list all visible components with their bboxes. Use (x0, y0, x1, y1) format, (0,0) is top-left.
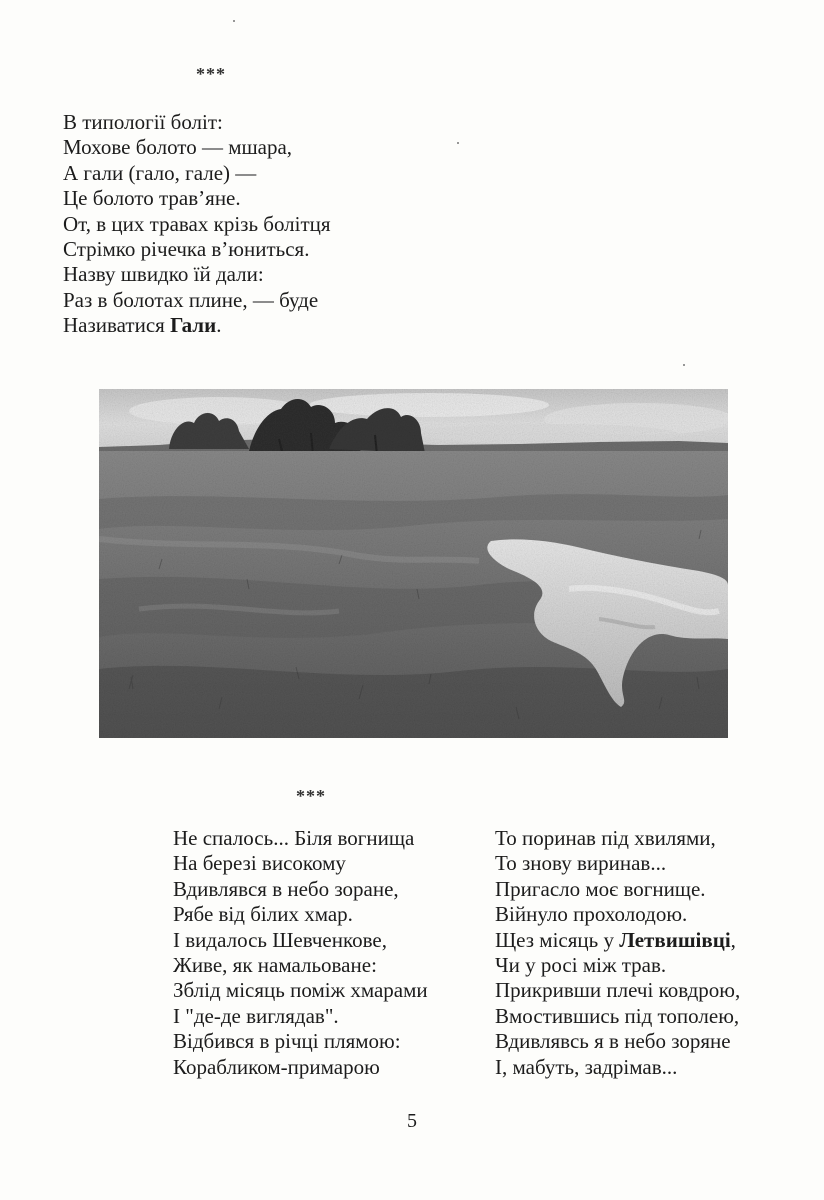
scan-speck (683, 364, 685, 366)
poem-line: Вдивлявся в небо зоране, (173, 876, 399, 901)
poem-line-text: . (216, 313, 222, 338)
poem-line: Вмостившись під тополею, (495, 1003, 740, 1028)
poem-line: Війнуло прохолодою. (495, 902, 688, 927)
section-separator: *** (296, 786, 326, 806)
poem-line: Відбився в річці плямою: (173, 1029, 401, 1054)
poem-line: На березі високому (173, 851, 346, 876)
poem-line: Назву швидко їй дали: (63, 262, 264, 287)
poem-column-right (495, 826, 740, 1080)
poem-line: Раз в болотах плине, — буде (63, 287, 319, 312)
poem-line-text: , (730, 927, 736, 952)
scan-speck (457, 142, 459, 144)
poem-line: Вдивлявсь я в небо зоряне (495, 1029, 731, 1054)
river-name-galy: Гали (170, 313, 217, 338)
poem-line: І, мабуть, задрімав... (495, 1054, 678, 1079)
poem-line: Не спалось... Біля вогнища (173, 826, 415, 850)
poem-line: Стрімко річечка в’юниться. (63, 237, 310, 262)
section-separator: *** (196, 64, 226, 84)
poem-galy (63, 110, 331, 339)
poem-line: Пригасло моє вогнище. (495, 876, 706, 901)
poem-line: Мохове болото — мшара, (63, 135, 293, 160)
poem-line-text: Щез місяць у (495, 927, 620, 952)
poem-line: То поринав під хвилями, (495, 826, 716, 850)
poem-line: І видалось Шевченкове, (173, 927, 387, 952)
poem-line: А гали (гало, гале) — (63, 160, 257, 185)
village-name-letvyshivtsi: Летвишівці (619, 927, 731, 952)
poem-column-left (173, 826, 428, 1080)
poem-line: В типології боліт: (63, 110, 223, 134)
poem-line: Зблід місяць поміж хмарами (173, 978, 428, 1003)
poem-line: Живе, як намальоване: (173, 953, 377, 978)
poem-line: І "де-де виглядав". (173, 1003, 339, 1028)
poem-line: Прикривши плечі ковдрою, (495, 978, 741, 1003)
poem-line: Корабликом-примарою (173, 1054, 380, 1079)
poem-line: Це болото трав’яне. (63, 186, 241, 211)
poem-line (63, 313, 331, 338)
poem-line-text: Називатися (63, 313, 171, 338)
poem-line: То знову виринав... (495, 851, 667, 876)
poem-line: От, в цих травах крізь болітця (63, 211, 331, 236)
marsh-photo (99, 389, 728, 738)
poem-line: Чи у росі між трав. (495, 953, 667, 978)
scan-speck (233, 20, 235, 22)
poem-line: Рябе від білих хмар. (173, 902, 353, 927)
poem-line (495, 928, 740, 953)
page-number: 5 (407, 1110, 417, 1132)
